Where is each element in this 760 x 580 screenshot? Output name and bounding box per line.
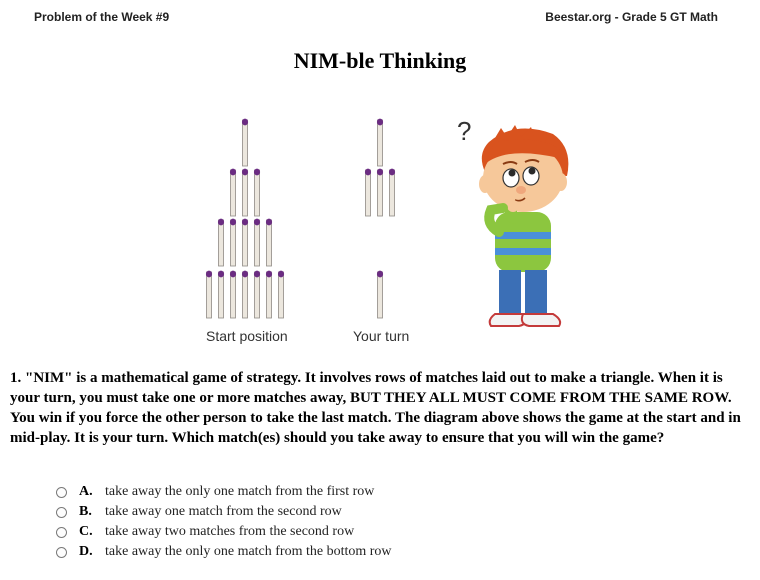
answer-option-a[interactable] [56, 482, 392, 502]
start-position-caption: Start position [206, 328, 288, 344]
start-match-row4-1 [206, 271, 212, 318]
answer-text: take away two matches from the second row [105, 524, 355, 539]
start-match-row4-7 [278, 271, 284, 318]
start-match-row3-1 [218, 219, 224, 266]
turn-match-row2-3 [389, 169, 395, 216]
answer-text: take away the only one match from the bottom row [105, 544, 392, 559]
radio-button[interactable] [56, 507, 67, 518]
answer-option-c[interactable] [56, 522, 392, 542]
turn-match-row2-2 [377, 169, 383, 216]
answer-option-d[interactable] [56, 542, 392, 562]
start-match-row3-5 [266, 219, 272, 266]
page-title: NIM-ble Thinking [293, 48, 467, 73]
question-text: 1. "NIM" is a mathematical game of strategy. It involves rows of matches laid out to make a triangle. When it is your turn, you must take one or more matches away, BUT THEY ALL MUST COME FROM THE SAME ROW. You win if you force the other person to take the last match. The diagram above shows the game at the start and in mid-play. It is your turn. Which match(es) should you take away to ensure that you will win the game? [10, 370, 741, 446]
start-match-row3-3 [242, 219, 248, 266]
turn-match-row1-1 [377, 119, 383, 166]
turn-match-row2-1 [365, 169, 371, 216]
start-match-row3-2 [230, 219, 236, 266]
site-label: Beestar.org - Grade 5 GT Math [545, 10, 718, 24]
radio-button[interactable] [56, 487, 67, 498]
turn-match-row4-1 [377, 271, 383, 318]
answer-option-b[interactable] [56, 502, 392, 522]
start-match-row1-1 [242, 119, 248, 166]
start-match-row4-5 [254, 271, 260, 318]
start-match-row3-4 [254, 219, 260, 266]
start-position-matches [206, 119, 284, 318]
answer-letter: C. [79, 524, 93, 539]
nim-diagram [180, 108, 460, 348]
answer-choices [56, 482, 392, 562]
start-match-row2-1 [230, 169, 236, 216]
answer-text: take away the only one match from the first row [105, 484, 375, 499]
radio-button[interactable] [56, 527, 67, 538]
start-match-row4-3 [230, 271, 236, 318]
worksheet-label: Problem of the Week #9 [34, 10, 170, 24]
answer-letter: A. [79, 484, 93, 499]
answer-text: take away one match from the second row [105, 504, 342, 519]
start-match-row2-2 [242, 169, 248, 216]
answer-letter: D. [79, 544, 93, 559]
answer-letter: B. [79, 504, 92, 519]
your-turn-matches [365, 119, 395, 318]
start-match-row2-3 [254, 169, 260, 216]
question-mark-icon: ? [457, 116, 472, 146]
start-match-row4-2 [218, 271, 224, 318]
start-match-row4-6 [266, 271, 272, 318]
radio-button[interactable] [56, 547, 67, 558]
start-match-row4-4 [242, 271, 248, 318]
your-turn-caption: Your turn [353, 328, 410, 344]
thinking-boy-illustration [455, 112, 575, 342]
